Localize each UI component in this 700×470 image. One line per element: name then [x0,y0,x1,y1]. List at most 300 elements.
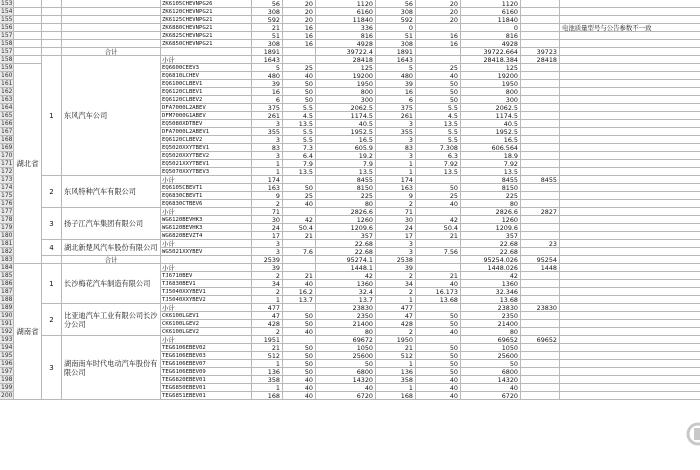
verified-subsidy-cell[interactable]: 50 [416,368,461,376]
unit-subsidy-cell[interactable]: 50 [283,184,316,192]
row-number-cell[interactable]: 155 [1,16,13,23]
verified-quantity-cell[interactable]: 39 [376,80,416,88]
amount-cell[interactable]: 800 [316,88,376,96]
vehicle-model-cell[interactable]: TEG6850EBEV01 [161,384,252,392]
verified-amount-cell[interactable]: 40.5 [461,120,521,128]
unit-subsidy-cell[interactable]: 16.2 [283,288,316,296]
remark-cell[interactable] [560,200,700,208]
verified-subsidy-cell[interactable] [416,24,461,32]
vehicle-model-cell[interactable]: WG6120BEVHK3 [161,224,252,232]
remark-cell[interactable] [560,152,700,160]
remark-cell[interactable] [560,336,700,344]
verified-amount-cell[interactable]: 225 [461,192,521,200]
verified-subsidy-cell[interactable]: 7.56 [416,248,461,256]
amount-cell[interactable]: 7.9 [316,160,376,168]
unit-subsidy-cell[interactable]: 21 [283,232,316,240]
approved-amount-cell[interactable] [521,352,560,360]
unit-subsidy-cell[interactable]: 40 [283,328,316,336]
verified-amount-cell[interactable]: 13.68 [461,296,521,304]
unit-subsidy-cell[interactable]: 20 [283,0,316,8]
row-number-cell[interactable]: 197 [1,368,13,375]
row-number-cell[interactable]: 167 [1,128,13,135]
amount-cell[interactable]: 1260 [316,216,376,224]
serial-no-merged-cell[interactable]: 3 [42,336,62,400]
unit-subsidy-cell[interactable]: 20 [283,8,316,16]
amount-cell[interactable]: 4928 [316,40,376,48]
company-merged-cell[interactable]: 湖北新楚风汽车股份有限公司 [62,240,161,256]
approved-amount-cell[interactable] [521,144,560,152]
row-number-cell[interactable]: 192 [1,328,13,335]
amount-cell[interactable]: 69672 [316,336,376,344]
quantity-cell[interactable]: 17 [252,232,283,240]
verified-amount-cell[interactable]: 80 [461,200,521,208]
province-merged-cell[interactable]: 湖南省 [14,264,42,400]
remark-cell[interactable] [560,104,700,112]
row-number-cell[interactable]: 158 [1,56,13,63]
verified-quantity-cell[interactable]: 308 [376,8,416,16]
quantity-cell[interactable]: 477 [252,304,283,312]
vehicle-model-cell[interactable] [161,48,252,56]
unit-subsidy-cell[interactable] [283,336,316,344]
verified-subsidy-cell[interactable]: 50 [416,344,461,352]
serial-no-merged-cell[interactable]: 1 [42,264,62,304]
verified-subsidy-cell[interactable]: 42 [416,216,461,224]
verified-quantity-cell[interactable]: 2 [376,272,416,280]
approved-amount-cell[interactable] [521,384,560,392]
unit-subsidy-cell[interactable] [283,56,316,64]
row-number-cell[interactable]: 174 [1,184,13,191]
verified-subsidy-cell[interactable]: 40 [416,384,461,392]
quantity-cell[interactable]: 83 [252,144,283,152]
vehicle-model-cell[interactable]: ZK6125CHEVNPG21 [161,16,252,24]
remark-cell[interactable] [560,272,700,280]
verified-subsidy-cell[interactable]: 20 [416,8,461,16]
amount-cell[interactable]: 1952.5 [316,128,376,136]
remark-cell[interactable] [560,40,700,48]
quantity-cell[interactable]: 39 [252,264,283,272]
verified-quantity-cell[interactable]: 34 [376,280,416,288]
row-number-cell[interactable]: 180 [1,232,13,239]
vehicle-model-cell[interactable]: 小计 [161,264,252,272]
row-number-cell[interactable]: 187 [1,288,13,295]
verified-quantity-cell[interactable]: 30 [376,216,416,224]
vehicle-model-cell[interactable]: WG5021XXYBEV [161,248,252,256]
vehicle-model-cell[interactable]: TJ5040XXYBEV1 [161,288,252,296]
unit-subsidy-cell[interactable]: 13.5 [283,120,316,128]
vehicle-model-cell[interactable]: TJ6710BEV [161,272,252,280]
verified-amount-cell[interactable]: 14320 [461,376,521,384]
company-merged-cell[interactable]: 东风特种汽车有限公司 [62,176,161,208]
approved-amount-cell[interactable] [521,16,560,24]
serial-no-cell[interactable] [42,16,62,24]
row-number-cell[interactable]: 186 [1,280,13,287]
amount-cell[interactable]: 22.68 [316,248,376,256]
serial-no-merged-cell[interactable]: 1 [42,56,62,176]
company-cell[interactable]: 合计 [62,48,161,56]
amount-cell[interactable]: 23830 [316,304,376,312]
verified-amount-cell[interactable]: 95254.026 [461,256,521,264]
verified-quantity-cell[interactable]: 1950 [376,336,416,344]
unit-subsidy-cell[interactable]: 16 [283,24,316,32]
approved-amount-cell[interactable] [521,88,560,96]
verified-quantity-cell[interactable]: 9 [376,192,416,200]
verified-subsidy-cell[interactable] [416,264,461,272]
quantity-cell[interactable]: 592 [252,16,283,24]
amount-cell[interactable]: 125 [316,64,376,72]
quantity-cell[interactable]: 355 [252,128,283,136]
row-number-cell[interactable]: 191 [1,320,13,327]
serial-no-cell[interactable] [42,256,62,264]
verified-subsidy-cell[interactable]: 7.308 [416,144,461,152]
serial-no-merged-cell[interactable]: 4 [42,240,62,256]
remark-cell[interactable] [560,368,700,376]
vehicle-model-cell[interactable]: 小计 [161,240,252,248]
verified-quantity-cell[interactable]: 2 [376,328,416,336]
quantity-cell[interactable]: 5 [252,64,283,72]
unit-subsidy-cell[interactable]: 40 [283,72,316,80]
approved-amount-cell[interactable] [521,312,560,320]
verified-subsidy-cell[interactable]: 40 [416,72,461,80]
approved-amount-cell[interactable] [521,328,560,336]
verified-amount-cell[interactable]: 800 [461,88,521,96]
remark-cell[interactable] [560,96,700,104]
amount-cell[interactable]: 40 [316,384,376,392]
company-merged-cell[interactable]: 比亚迪汽车工业有限公司长沙分公司 [62,304,161,336]
quantity-cell[interactable]: 174 [252,176,283,184]
quantity-cell[interactable]: 3 [252,240,283,248]
province-cell[interactable] [14,24,42,32]
remark-cell[interactable] [560,352,700,360]
vehicle-model-cell[interactable]: EQ6600CEEV3 [161,64,252,72]
amount-cell[interactable]: 13.5 [316,168,376,176]
amount-cell[interactable]: 13.7 [316,296,376,304]
unit-subsidy-cell[interactable]: 20 [283,16,316,24]
verified-quantity-cell[interactable]: 16 [376,88,416,96]
remark-cell[interactable] [560,288,700,296]
unit-subsidy-cell[interactable]: 50 [283,352,316,360]
remark-cell[interactable] [560,48,700,56]
verified-subsidy-cell[interactable]: 50 [416,80,461,88]
verified-amount-cell[interactable]: 1174.5 [461,112,521,120]
remark-cell[interactable] [560,392,700,400]
amount-cell[interactable]: 50 [316,360,376,368]
verified-quantity-cell[interactable]: 428 [376,320,416,328]
quantity-cell[interactable]: 308 [252,8,283,16]
verified-quantity-cell[interactable]: 56 [376,0,416,8]
verified-quantity-cell[interactable]: 480 [376,72,416,80]
remark-cell[interactable] [560,216,700,224]
verified-subsidy-cell[interactable] [416,240,461,248]
row-number-cell[interactable]: 158 [1,40,13,47]
company-cell[interactable] [62,24,161,32]
verified-subsidy-cell[interactable] [416,304,461,312]
unit-subsidy-cell[interactable]: 50 [283,368,316,376]
amount-cell[interactable]: 1120 [316,0,376,8]
row-number-cell[interactable]: 171 [1,160,13,167]
verified-subsidy-cell[interactable]: 6.3 [416,152,461,160]
unit-subsidy-cell[interactable] [283,240,316,248]
vehicle-model-cell[interactable]: TEG6106EBEV02 [161,344,252,352]
amount-cell[interactable]: 11840 [316,16,376,24]
verified-amount-cell[interactable]: 6720 [461,392,521,400]
verified-quantity-cell[interactable]: 3 [376,248,416,256]
amount-cell[interactable]: 40.5 [316,120,376,128]
verified-quantity-cell[interactable]: 2 [376,288,416,296]
province-cell[interactable] [14,48,42,56]
serial-no-cell[interactable] [42,0,62,8]
row-number-cell[interactable]: 181 [1,240,13,247]
approved-amount-cell[interactable] [521,200,560,208]
unit-subsidy-cell[interactable] [283,176,316,184]
verified-quantity-cell[interactable]: 17 [376,232,416,240]
quantity-cell[interactable]: 1 [252,296,283,304]
approved-amount-cell[interactable] [521,24,560,32]
remark-cell[interactable] [560,312,700,320]
verified-subsidy-cell[interactable]: 40 [416,376,461,384]
verified-subsidy-cell[interactable]: 5.5 [416,104,461,112]
vehicle-model-cell[interactable]: 小计 [161,208,252,216]
unit-subsidy-cell[interactable]: 25 [283,64,316,72]
unit-subsidy-cell[interactable]: 50 [283,312,316,320]
vehicle-model-cell[interactable]: EQ5070XXYTBEV3 [161,168,252,176]
remark-cell[interactable] [560,280,700,288]
vehicle-model-cell[interactable]: DFM7000G1ABEV [161,112,252,120]
approved-amount-cell[interactable] [521,288,560,296]
amount-cell[interactable]: 16.5 [316,136,376,144]
row-number-cell[interactable]: 195 [1,352,13,359]
quantity-cell[interactable]: 512 [252,352,283,360]
quantity-cell[interactable]: 375 [252,104,283,112]
unit-subsidy-cell[interactable]: 21 [283,272,316,280]
vehicle-model-cell[interactable]: CK6100LGEV2 [161,328,252,336]
amount-cell[interactable]: 22.68 [316,240,376,248]
unit-subsidy-cell[interactable]: 42 [283,216,316,224]
approved-amount-cell[interactable]: 8455 [521,176,560,184]
approved-amount-cell[interactable] [521,248,560,256]
company-merged-cell[interactable]: 扬子江汽车集团有限公司 [62,208,161,240]
unit-subsidy-cell[interactable]: 50.4 [283,224,316,232]
amount-cell[interactable]: 80 [316,328,376,336]
verified-quantity-cell[interactable]: 358 [376,376,416,384]
unit-subsidy-cell[interactable]: 13.5 [283,168,316,176]
row-number-cell[interactable]: 200 [1,392,13,399]
approved-amount-cell[interactable] [521,224,560,232]
serial-no-cell[interactable] [42,24,62,32]
remark-cell[interactable] [560,328,700,336]
remark-cell[interactable] [560,360,700,368]
verified-quantity-cell[interactable]: 512 [376,352,416,360]
province-cell[interactable] [14,8,42,16]
row-number-cell[interactable]: 184 [1,264,13,271]
unit-subsidy-cell[interactable]: 7.3 [283,144,316,152]
approved-amount-cell[interactable]: 95254 [521,256,560,264]
verified-subsidy-cell[interactable]: 25 [416,192,461,200]
amount-cell[interactable]: 19200 [316,72,376,80]
company-cell[interactable] [62,0,161,8]
approved-amount-cell[interactable] [521,0,560,8]
verified-amount-cell[interactable]: 8455 [461,176,521,184]
unit-subsidy-cell[interactable]: 7.9 [283,160,316,168]
verified-subsidy-cell[interactable] [416,208,461,216]
verified-quantity-cell[interactable]: 592 [376,16,416,24]
unit-subsidy-cell[interactable]: 7.6 [283,248,316,256]
verified-amount-cell[interactable]: 357 [461,232,521,240]
amount-cell[interactable]: 19.2 [316,152,376,160]
approved-amount-cell[interactable] [521,112,560,120]
remark-cell[interactable] [560,240,700,248]
unit-subsidy-cell[interactable]: 16 [283,32,316,40]
verified-amount-cell[interactable]: 1260 [461,216,521,224]
remark-cell[interactable] [560,128,700,136]
vehicle-model-cell[interactable]: EQ6105CBEVT1 [161,184,252,192]
serial-no-merged-cell[interactable]: 3 [42,208,62,240]
row-number-cell[interactable]: 179 [1,224,13,231]
vehicle-model-cell[interactable]: TEG6851EBEV01 [161,392,252,400]
amount-cell[interactable]: 28418 [316,56,376,64]
quantity-cell[interactable]: 3 [252,248,283,256]
verified-subsidy-cell[interactable]: 5.5 [416,128,461,136]
unit-subsidy-cell[interactable]: 40 [283,376,316,384]
row-number-cell[interactable]: 185 [1,272,13,279]
verified-amount-cell[interactable]: 816 [461,32,521,40]
province-cell[interactable] [14,56,42,64]
verified-subsidy-cell[interactable]: 40 [416,200,461,208]
approved-amount-cell[interactable] [521,232,560,240]
vehicle-model-cell[interactable]: CK6100LGEV2 [161,320,252,328]
amount-cell[interactable]: 6160 [316,8,376,16]
quantity-cell[interactable]: 9 [252,192,283,200]
remark-cell[interactable] [560,232,700,240]
company-cell[interactable] [62,8,161,16]
remark-cell[interactable] [560,72,700,80]
verified-amount-cell[interactable]: 42 [461,272,521,280]
amount-cell[interactable]: 1448.1 [316,264,376,272]
verified-quantity-cell[interactable]: 1 [376,168,416,176]
verified-subsidy-cell[interactable]: 40 [416,328,461,336]
approved-amount-cell[interactable] [521,368,560,376]
row-number-cell[interactable]: 182 [1,248,13,255]
row-number-cell[interactable]: 169 [1,144,13,151]
approved-amount-cell[interactable] [521,376,560,384]
serial-no-cell[interactable] [42,48,62,56]
verified-amount-cell[interactable]: 4928 [461,40,521,48]
row-number-cell[interactable]: 165 [1,112,13,119]
verified-amount-cell[interactable]: 6800 [461,368,521,376]
verified-quantity-cell[interactable]: 375 [376,104,416,112]
amount-cell[interactable]: 21400 [316,320,376,328]
remark-cell[interactable] [560,16,700,24]
verified-quantity-cell[interactable]: 5 [376,64,416,72]
quantity-cell[interactable]: 428 [252,320,283,328]
approved-amount-cell[interactable]: 23830 [521,304,560,312]
verified-quantity-cell[interactable]: 3 [376,120,416,128]
verified-subsidy-cell[interactable]: 13.68 [416,296,461,304]
vehicle-model-cell[interactable]: EQ5021XXYTBEV1 [161,160,252,168]
verified-quantity-cell[interactable]: 3 [376,240,416,248]
verified-amount-cell[interactable]: 2350 [461,312,521,320]
remark-cell[interactable] [560,224,700,232]
quantity-cell[interactable]: 3 [252,120,283,128]
verified-quantity-cell[interactable]: 83 [376,144,416,152]
unit-subsidy-cell[interactable] [283,304,316,312]
verified-amount-cell[interactable]: 1209.6 [461,224,521,232]
approved-amount-cell[interactable] [521,320,560,328]
verified-amount-cell[interactable]: 18.9 [461,152,521,160]
province-cell[interactable] [14,32,42,40]
remark-cell[interactable] [560,112,700,120]
serial-no-cell[interactable] [42,32,62,40]
remark-cell[interactable] [560,384,700,392]
approved-amount-cell[interactable]: 1448 [521,264,560,272]
row-number-cell[interactable]: 164 [1,104,13,111]
approved-amount-cell[interactable] [521,104,560,112]
remark-cell[interactable] [560,344,700,352]
remark-cell[interactable] [560,256,700,264]
unit-subsidy-cell[interactable]: 4.5 [283,112,316,120]
verified-amount-cell[interactable]: 11840 [461,16,521,24]
approved-amount-cell[interactable]: 69652 [521,336,560,344]
serial-no-cell[interactable] [42,8,62,16]
verified-quantity-cell[interactable]: 24 [376,224,416,232]
row-number-cell[interactable]: 157 [1,48,13,55]
verified-quantity-cell[interactable]: 1 [376,360,416,368]
quantity-cell[interactable]: 1 [252,160,283,168]
quantity-cell[interactable]: 2 [252,272,283,280]
verified-amount-cell[interactable]: 2062.5 [461,104,521,112]
amount-cell[interactable]: 300 [316,96,376,104]
verified-quantity-cell[interactable]: 168 [376,392,416,400]
company-cell[interactable] [62,16,161,24]
serial-no-cell[interactable] [42,40,62,48]
verified-subsidy-cell[interactable]: 21 [416,232,461,240]
amount-cell[interactable]: 14320 [316,376,376,384]
verified-amount-cell[interactable]: 19200 [461,72,521,80]
verified-quantity-cell[interactable]: 308 [376,40,416,48]
row-number-cell[interactable]: 199 [1,384,13,391]
quantity-cell[interactable]: 71 [252,208,283,216]
unit-subsidy-cell[interactable]: 40 [283,280,316,288]
approved-amount-cell[interactable] [521,216,560,224]
verified-quantity-cell[interactable]: 2538 [376,256,416,264]
unit-subsidy-cell[interactable]: 5.5 [283,136,316,144]
approved-amount-cell[interactable] [521,360,560,368]
approved-amount-cell[interactable] [521,280,560,288]
remark-cell[interactable] [560,320,700,328]
unit-subsidy-cell[interactable]: 50 [283,96,316,104]
province-cell[interactable] [14,0,42,8]
verified-amount-cell[interactable]: 7.92 [461,160,521,168]
amount-cell[interactable]: 1950 [316,80,376,88]
approved-amount-cell[interactable] [521,96,560,104]
verified-amount-cell[interactable]: 1050 [461,344,521,352]
verified-quantity-cell[interactable]: 21 [376,344,416,352]
vehicle-model-cell[interactable]: EQ6120CLBEV1 [161,88,252,96]
remark-cell[interactable] [560,0,700,8]
company-merged-cell[interactable]: 东风汽车公司 [62,56,161,176]
approved-amount-cell[interactable] [521,64,560,72]
approved-amount-cell[interactable] [521,32,560,40]
vehicle-model-cell[interactable]: TJ5040XXYBEV2 [161,296,252,304]
verified-subsidy-cell[interactable]: 50 [416,352,461,360]
quantity-cell[interactable]: 1643 [252,56,283,64]
approved-amount-cell[interactable] [521,344,560,352]
amount-cell[interactable]: 336 [316,24,376,32]
amount-cell[interactable]: 225 [316,192,376,200]
approved-amount-cell[interactable] [521,72,560,80]
verified-quantity-cell[interactable]: 39 [376,264,416,272]
verified-quantity-cell[interactable]: 2 [376,200,416,208]
vehicle-model-cell[interactable]: EQ6830CTBEV6 [161,200,252,208]
